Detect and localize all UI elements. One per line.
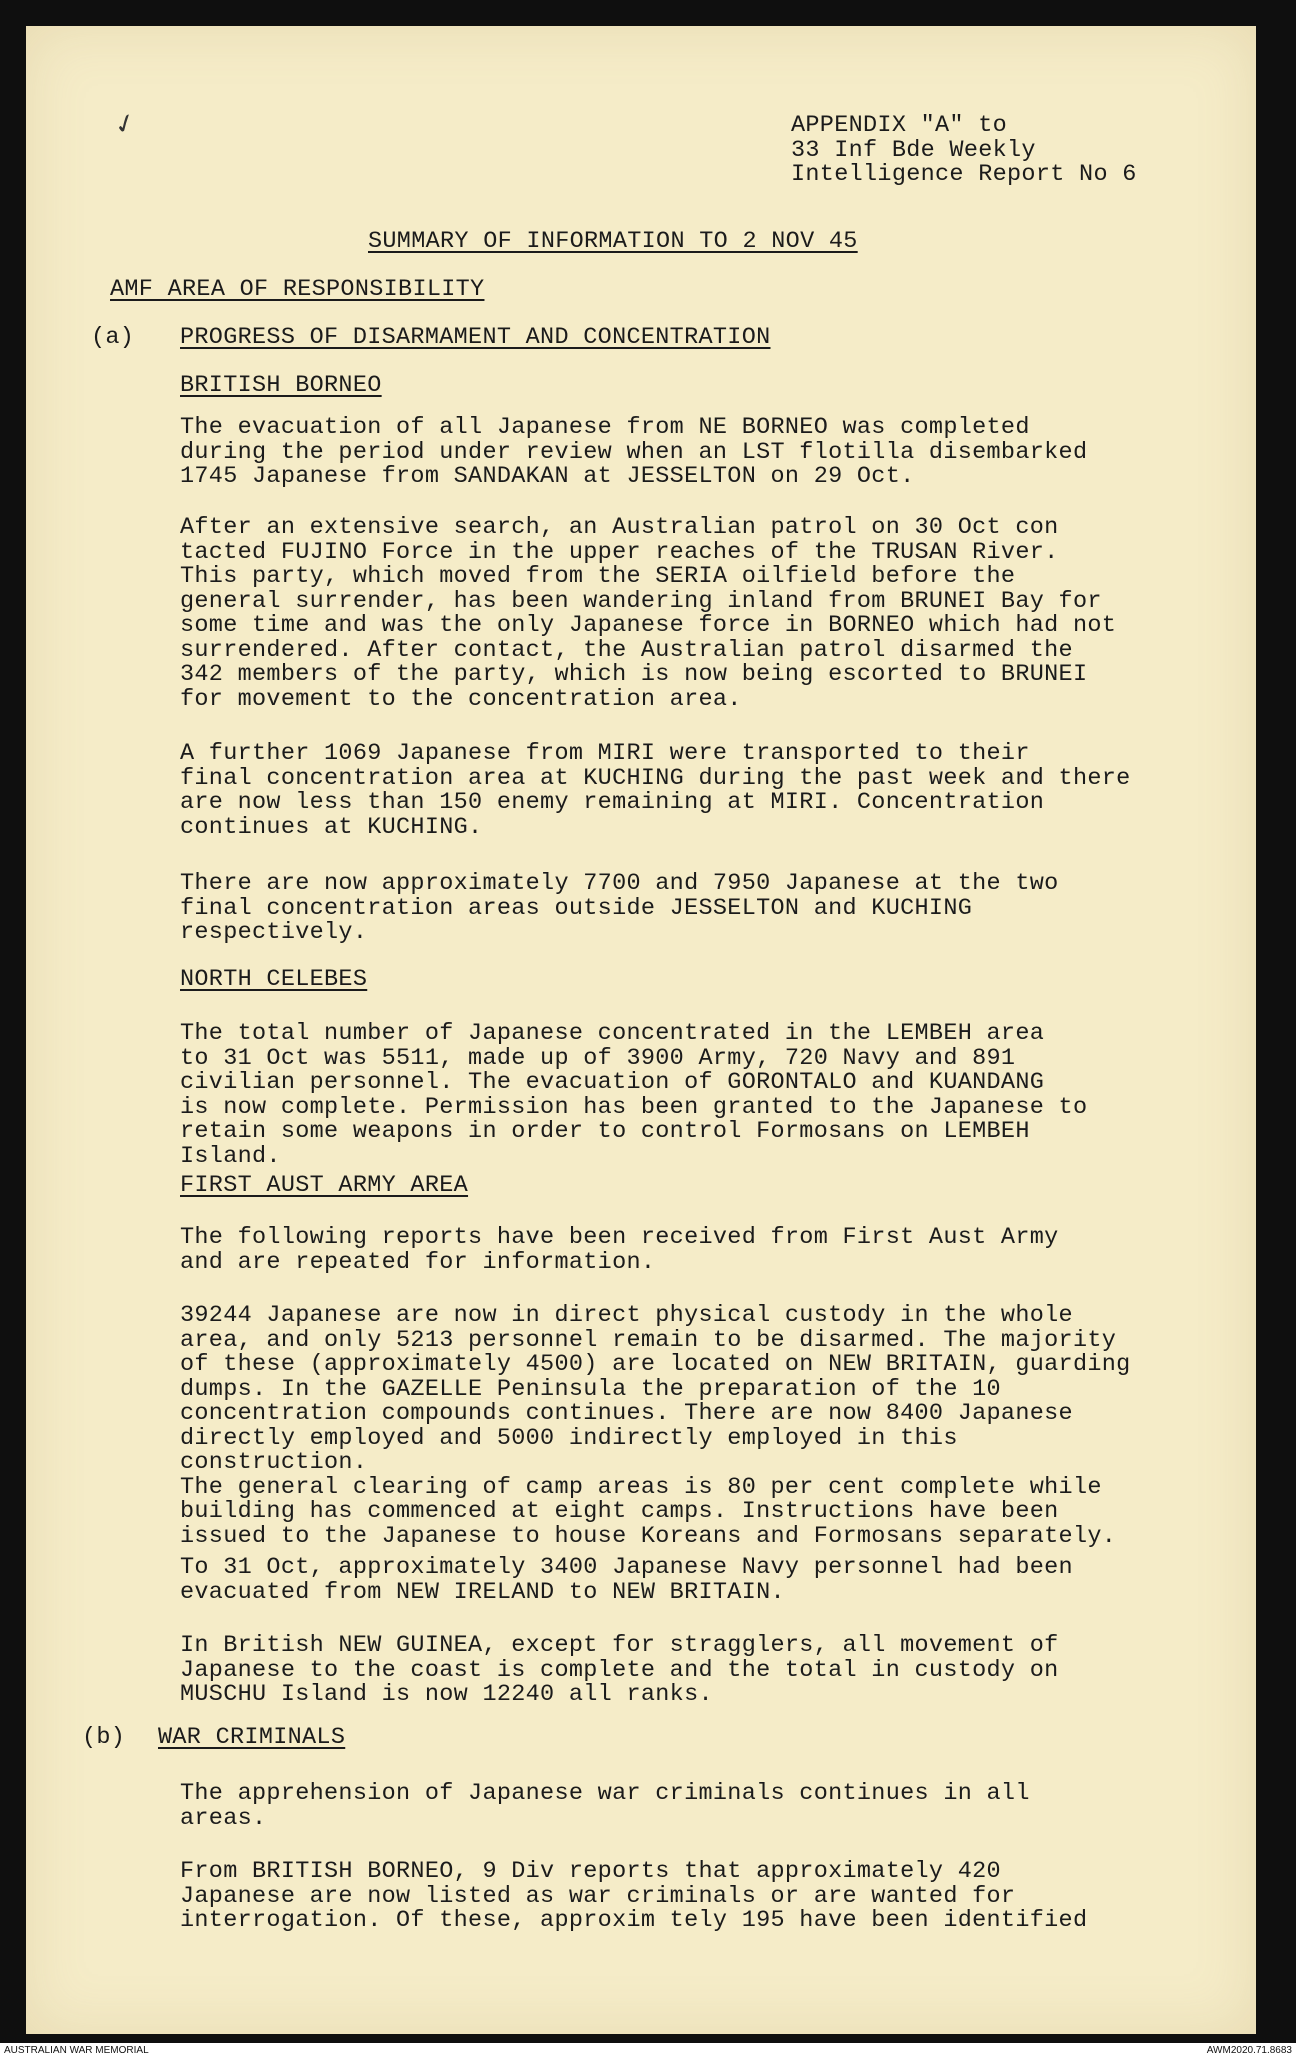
pencil-tick-mark: ✓ <box>111 106 140 145</box>
document-sheet <box>26 26 1256 2034</box>
section-b-marker: (b) <box>82 1724 126 1751</box>
first-aust-army-paragraph-3: To 31 Oct, approximately 3400 Japanese Navy personnel had been evacuated from NEW IRELAND to NEW BRITAIN. <box>180 1554 1073 1606</box>
appendix-header: APPENDIX "A" to 33 Inf Bde Weekly Intelligence Report No 6 <box>791 112 1137 188</box>
british-borneo-paragraph-3: A further 1069 Japanese from MIRI were transported to their final concentration area at KUCHING during the past week and there are now less than 150 enemy remaining at MIRI. Concentration continues at KUCHING. <box>180 740 1131 841</box>
north-celebes-heading: NORTH CELEBES <box>180 966 368 993</box>
british-borneo-paragraph-1: The evacuation of all Japanese from NE BORNEO was completed during the period under review when an LST flotilla disembarked 1745 Japanese from SANDAKAN at JESSELTON on 29 Oct. <box>180 414 1088 490</box>
war-criminals-paragraph-1: The apprehension of Japanese war criminals continues in all areas. <box>180 1780 1030 1832</box>
document-title: SUMMARY OF INFORMATION TO 2 NOV 45 <box>368 228 858 255</box>
section-a-heading: PROGRESS OF DISARMAMENT AND CONCENTRATION <box>180 324 771 351</box>
first-aust-army-heading: FIRST AUST ARMY AREA <box>180 1172 469 1199</box>
first-aust-army-paragraph-4: In British NEW GUINEA, except for stragglers, all movement of Japanese to the coast is complete and the total in custody on MUSCHU Island is now 12240 all ranks. <box>180 1632 1059 1708</box>
british-borneo-paragraph-2: After an extensive search, an Australian patrol on 30 Oct con tacted FUJINO Force in the upper reaches of the TRUSAN River. This party, which moved from the SERIA oilfield before the general surrender, has been wandering inland from BRUNEI Bay for some time and was the only Japanese force in BORNEO which had not surrendered. After contact, the Australian patrol disarmed the 342 members of the party, which is now being escorted to BRUNEI for movement to the concentration area. <box>180 514 1117 713</box>
area-heading: AMF AREA OF RESPONSIBILITY <box>110 276 485 303</box>
first-aust-army-paragraph-2: 39244 Japanese are now in direct physical custody in the whole area, and only 5213 personnel remain to be disarmed. The majority of these (approximately 4500) are located on NEW BRITAIN, guarding dumps. In the GAZELLE Peninsula the preparation of the 10 concentration compounds continues. There are now 8400 Japanese directly employed and 5000 indirectly employed in this construction. The general clearing of camp areas is 80 per cent complete while building has commenced at eight camps. Instructions have been issued to the Japanese to house Koreans and Formosans separately. <box>180 1302 1131 1550</box>
archive-credit: AUSTRALIAN WAR MEMORIAL <box>4 2045 149 2056</box>
war-criminals-paragraph-2: From BRITISH BORNEO, 9 Div reports that approximately 420 Japanese are now listed as war criminals or are wanted for interrogation. Of these, approxim tely 195 have been identified <box>180 1858 1088 1934</box>
north-celebes-paragraph-1: The total number of Japanese concentrated in the LEMBEH area to 31 Oct was 5511, made up of 3900 Army, 720 Navy and 891 civilian personnel. The evacuation of GORONTALO and KUANDANG is now complete. Permission has been granted to the Japanese to retain some weapons in order to control Formosans on LEMBEH Island. <box>180 1020 1088 1170</box>
section-a-marker: (a) <box>91 324 135 351</box>
first-aust-army-paragraph-1: The following reports have been received from First Aust Army and are repeated for information. <box>180 1224 1059 1276</box>
british-borneo-paragraph-4: There are now approximately 7700 and 7950 Japanese at the two final concentration areas outside JESSELTON and KUCHING respectively. <box>180 870 1059 946</box>
british-borneo-heading: BRITISH BORNEO <box>180 372 382 399</box>
archive-reference-number: AWM2020.71.8683 <box>1206 2045 1292 2056</box>
war-criminals-heading: WAR CRIMINALS <box>158 1724 346 1751</box>
